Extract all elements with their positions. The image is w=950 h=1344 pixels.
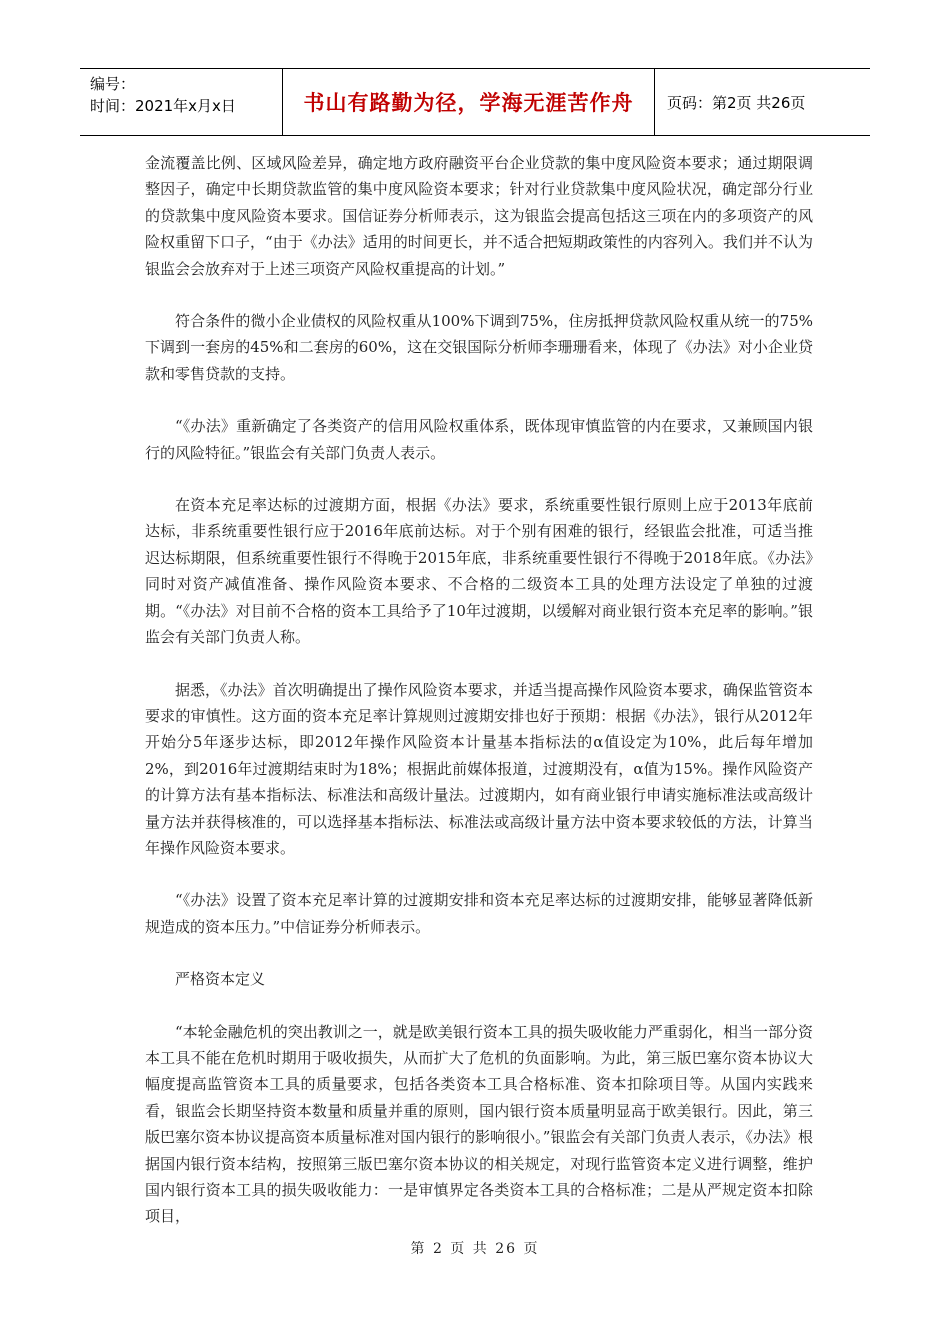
section-heading: 严格资本定义 [175, 970, 266, 989]
document-number-label: 编号： [90, 75, 136, 93]
paragraph-6: “《办法》设置了资本充足率计算的过渡期安排和资本充足率达标的过渡期安排，能够显著降低新规造成的资本压力。”中信证券分析师表示。 [145, 891, 813, 936]
document-body [145, 150, 813, 1256]
document-time-label: 时间：2021年x月x日 [90, 97, 236, 115]
header-motto: 书山有路勤为径，学海无涯苦作舟 [283, 69, 655, 135]
paragraph-7: “本轮金融危机的突出教训之一，就是欧美银行资本工具的损失吸收能力严重弱化，相当一部分资本工具不能在危机时期用于吸收损失，从而扩大了危机的负面影响。为此，第三版巴塞尔资本协议大幅度提高监管资本工具的质量要求，包括各类资本工具合格标准、资本扣除项目等。从国内实践来看，银监会长期坚持资本数量和质量并重的原则，国内银行资本质量明显高于欧美银行。因此，第三版巴塞尔资本协议提高资本质量标准对国内银行的影响很小。”银监会有关部门负责人表示，《办法》根据国内银行资本结构，按照第三版巴塞尔资本协议的相关规定，对现行监管资本定义进行调整，维护国内银行资本工具的损失吸收能力：一是审慎界定各类资本工具的合格标准；二是从严规定资本扣除项目， [145, 1022, 813, 1226]
header-page-info: 页码：第2页 共26页 [667, 93, 806, 112]
page-footer: 第 2 页 共 26 页 [410, 1241, 540, 1257]
header-meta [80, 69, 283, 135]
paragraph-5: 据悉，《办法》首次明确提出了操作风险资本要求，并适当提高操作风险资本要求，确保监管资本要求的审慎性。这方面的资本充足率计算规则过渡期安排也好于预期：根据《办法》，银行从2012年开始分5年逐步达标，即2012年操作风险资本计量基本指标法的α值设定为10%，此后每年增加2%，到2016年过渡期结束时为18%；根据此前媒体报道，过渡期没有，α值为15%。操作风险资产的计算方法有基本指标法、标准法和高级计量法。过渡期内，如有商业银行申请实施标准法或高级计量方法并获得核准的，可以选择基本指标法、标准法或高级计量方法中资本要求较低的方法，计算当年操作风险资本要求。 [145, 680, 813, 857]
paragraph-2: 符合条件的微小企业债权的风险权重从100%下调到75%，住房抵押贷款风险权重从统一的75%下调到一套房的45%和二套房的60%，这在交银国际分析师李珊珊看来，体现了《办法》对小企业贷款和零售贷款的支持。 [145, 312, 813, 383]
paragraph-1: 金流覆盖比例、区域风险差异，确定地方政府融资平台企业贷款的集中度风险资本要求；通过期限调整因子，确定中长期贷款监管的集中度风险资本要求；针对行业贷款集中度风险状况，确定部分行业的贷款集中度风险资本要求。国信证券分析师表示，这为银监会提高包括这三项在内的多项资产的风险权重留下口子，“由于《办法》适用的时间更长，并不适合把短期政策性的内容列入。我们并不认为银监会会放弃对于上述三项资产风险权重提高的计划。” [145, 154, 813, 278]
paragraph-3: “《办法》重新确定了各类资产的信用风险权重体系，既体现审慎监管的内在要求，又兼顾国内银行的风险特征。”银监会有关部门负责人表示。 [145, 417, 813, 462]
page-header [80, 68, 870, 136]
paragraph-4: 在资本充足率达标的过渡期方面，根据《办法》要求，系统重要性银行原则上应于2013年底前达标，非系统重要性银行应于2016年底前达标。对于个别有困难的银行，经银监会批准，可适当推迟达标期限，但系统重要性银行不得晚于2015年底，非系统重要性银行不得晚于2018年底。《办法》同时对资产减值准备、操作风险资本要求、不合格的二级资本工具的处理方法设定了单独的过渡期。“《办法》对目前不合格的资本工具给予了10年过渡期，以缓解对商业银行资本充足率的影响。”银监会有关部门负责人称。 [145, 496, 813, 647]
